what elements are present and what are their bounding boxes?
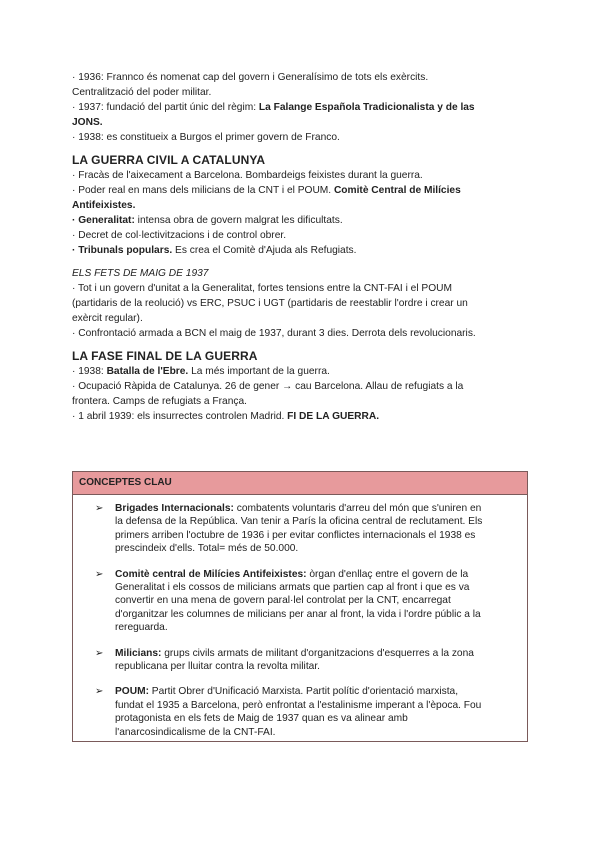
concept-term: POUM: — [115, 686, 149, 698]
concept-line: rereguarda. — [115, 622, 168, 634]
s2-line-1: · Tot i un govern d'unitat a la Generalitat, fortes tensions entre la CNT-FAI i el POUM — [72, 283, 452, 294]
s2-line-3: exèrcit regular). — [72, 313, 143, 324]
concept-item — [73, 647, 527, 674]
intro-line-2: Centralització del poder militar. — [72, 87, 212, 98]
concept-item — [73, 685, 527, 739]
arrow-bullet-icon: ➢ — [95, 503, 104, 514]
concept-line: d'organitzar les columnes de milicians per anar al front, la vida i l'ordre públic a la — [115, 608, 481, 620]
intro-line-3-text: · 1937: fundació del partit únic del règim: — [72, 102, 259, 113]
s1-line-4 — [72, 213, 532, 228]
arrow-bullet-icon: ➢ — [95, 647, 104, 659]
concept-line — [115, 647, 517, 660]
key-concepts-box — [72, 471, 528, 742]
s3-line-2: · Ocupació Ràpida de Catalunya. 26 de gener → cau Barcelona. Allau de refugiats a la — [72, 381, 464, 392]
concept-item — [73, 502, 527, 556]
s3-line-1-a: · 1938: — [72, 366, 107, 377]
concept-def: grups civils armats de militant d'organitzacions d'esquerres a la zona — [161, 647, 474, 659]
concept-term: Milicians: — [115, 647, 162, 659]
intro-line-3 — [72, 100, 532, 115]
s1-line-6 — [72, 243, 532, 258]
concept-line: Generalitat i els cossos de milicians armats que partien cap al front i que es va — [115, 582, 470, 594]
document-body — [72, 70, 532, 424]
s2-line-2: (partidaris de la reolució) vs ERC, PSUC i UGT (partidaris de reestablir l'ordre i crear un — [72, 298, 468, 309]
s1-line-1: · Fracàs de l'aixecament a Barcelona. Bombardeigs feixistes durant la guerra. — [72, 170, 423, 181]
key-concepts-header: CONCEPTES CLAU — [73, 472, 527, 495]
intro-line-4 — [72, 115, 532, 130]
s3-line-1-c: La més important de la guerra. — [188, 366, 330, 377]
tribunals-term: · Tribunals populars. — [72, 245, 173, 256]
s1-line-5: · Decret de col·lectivitzacions i de control obrer. — [72, 230, 287, 241]
intro-line-5: · 1938: es constitueix a Burgos el primer govern de Franco. — [72, 132, 340, 143]
falange-name: La Falange Española Tradicionalista y de las — [258, 102, 475, 113]
arrow-bullet-icon: ➢ — [95, 686, 104, 698]
concept-line: la defensa de la República. Van tenir a París la oficina central de reclutament. Els — [115, 516, 483, 528]
s1-line-2 — [72, 183, 532, 198]
concept-line: republicana per lluitar contra la revolta militar. — [115, 661, 320, 673]
s1-line-4-text: intensa obra de govern malgrat les dificultats. — [134, 215, 343, 226]
concept-line: protagonista en els fets de Maig de 1937 quan es va alinear amb — [115, 713, 408, 725]
section-title-fase-final: LA FASE FINAL DE LA GUERRA — [72, 349, 258, 363]
s1-line-6-text: Es crea el Comitè d'Ajuda als Refugiats. — [172, 245, 357, 256]
concept-term: Comitè central de Milícies Antifeixistes: — [115, 568, 307, 580]
concept-line: convertir en una mena de govern paral·lel controlat per la CNT, encarregat — [115, 595, 451, 607]
s3-line-3: frontera. Camps de refugiats a França. — [72, 396, 247, 407]
s3-line-4-a: · 1 abril 1939: els insurrectes controlen Madrid. — [72, 411, 288, 422]
concept-line: primers arriben l'octubre de 1936 i per evitar conflictes internacionals el 1938 es — [115, 529, 476, 541]
concept-line — [115, 502, 517, 515]
concept-line: prescindeix d'ells. Total= més de 50.000. — [115, 543, 299, 555]
s3-line-1 — [72, 364, 532, 379]
antifeixistes-text: Antifeixistes. — [72, 200, 136, 211]
concept-line: fundat el 1935 a Barcelona, però enfrontat a l'estalinisme imperant a l'època. Fou — [115, 699, 482, 711]
s2-line-4: · Confrontació armada a BCN el maig de 1937, durant 3 dies. Derrota dels revolucionaris. — [72, 328, 476, 339]
concept-def: Partit Obrer d'Unificació Marxista. Partit polític d'orientació marxista, — [148, 686, 459, 698]
concept-line — [115, 568, 517, 581]
concept-line — [115, 685, 517, 698]
key-concepts-list — [73, 502, 527, 751]
concept-term: Brigades Internacionals: — [115, 503, 234, 514]
jons-text: JONS. — [72, 117, 103, 128]
concept-line: l'anarcosindicalisme de la CNT-FAI. — [115, 726, 276, 738]
batalla-ebre: Batalla de l'Ebre. — [106, 366, 189, 377]
fi-guerra: FI DE LA GUERRA. — [287, 411, 380, 422]
generalitat-term: · Generalitat: — [72, 215, 135, 226]
concept-item — [73, 568, 527, 635]
s1-line-3 — [72, 198, 532, 213]
section-title-fets-maig: ELS FETS DE MAIG DE 1937 — [72, 268, 209, 279]
section-title-guerra-civil: LA GUERRA CIVIL A CATALUNYA — [72, 153, 266, 167]
s3-line-4 — [72, 409, 532, 424]
intro-line-1: · 1936: Frannco és nomenat cap del govern i Generalísimo de tots els exèrcits. — [72, 72, 429, 83]
comite-central-text: Comitè Central de Milícies — [333, 185, 461, 196]
concept-def: combatents voluntaris d'arreu del món que s'uniren en — [233, 503, 482, 514]
arrow-bullet-icon: ➢ — [95, 568, 104, 580]
concept-def: òrgan d'enllaç entre el govern de la — [306, 568, 469, 580]
s1-line-2-text: · Poder real en mans dels milicians de la CNT i el POUM. — [72, 185, 334, 196]
